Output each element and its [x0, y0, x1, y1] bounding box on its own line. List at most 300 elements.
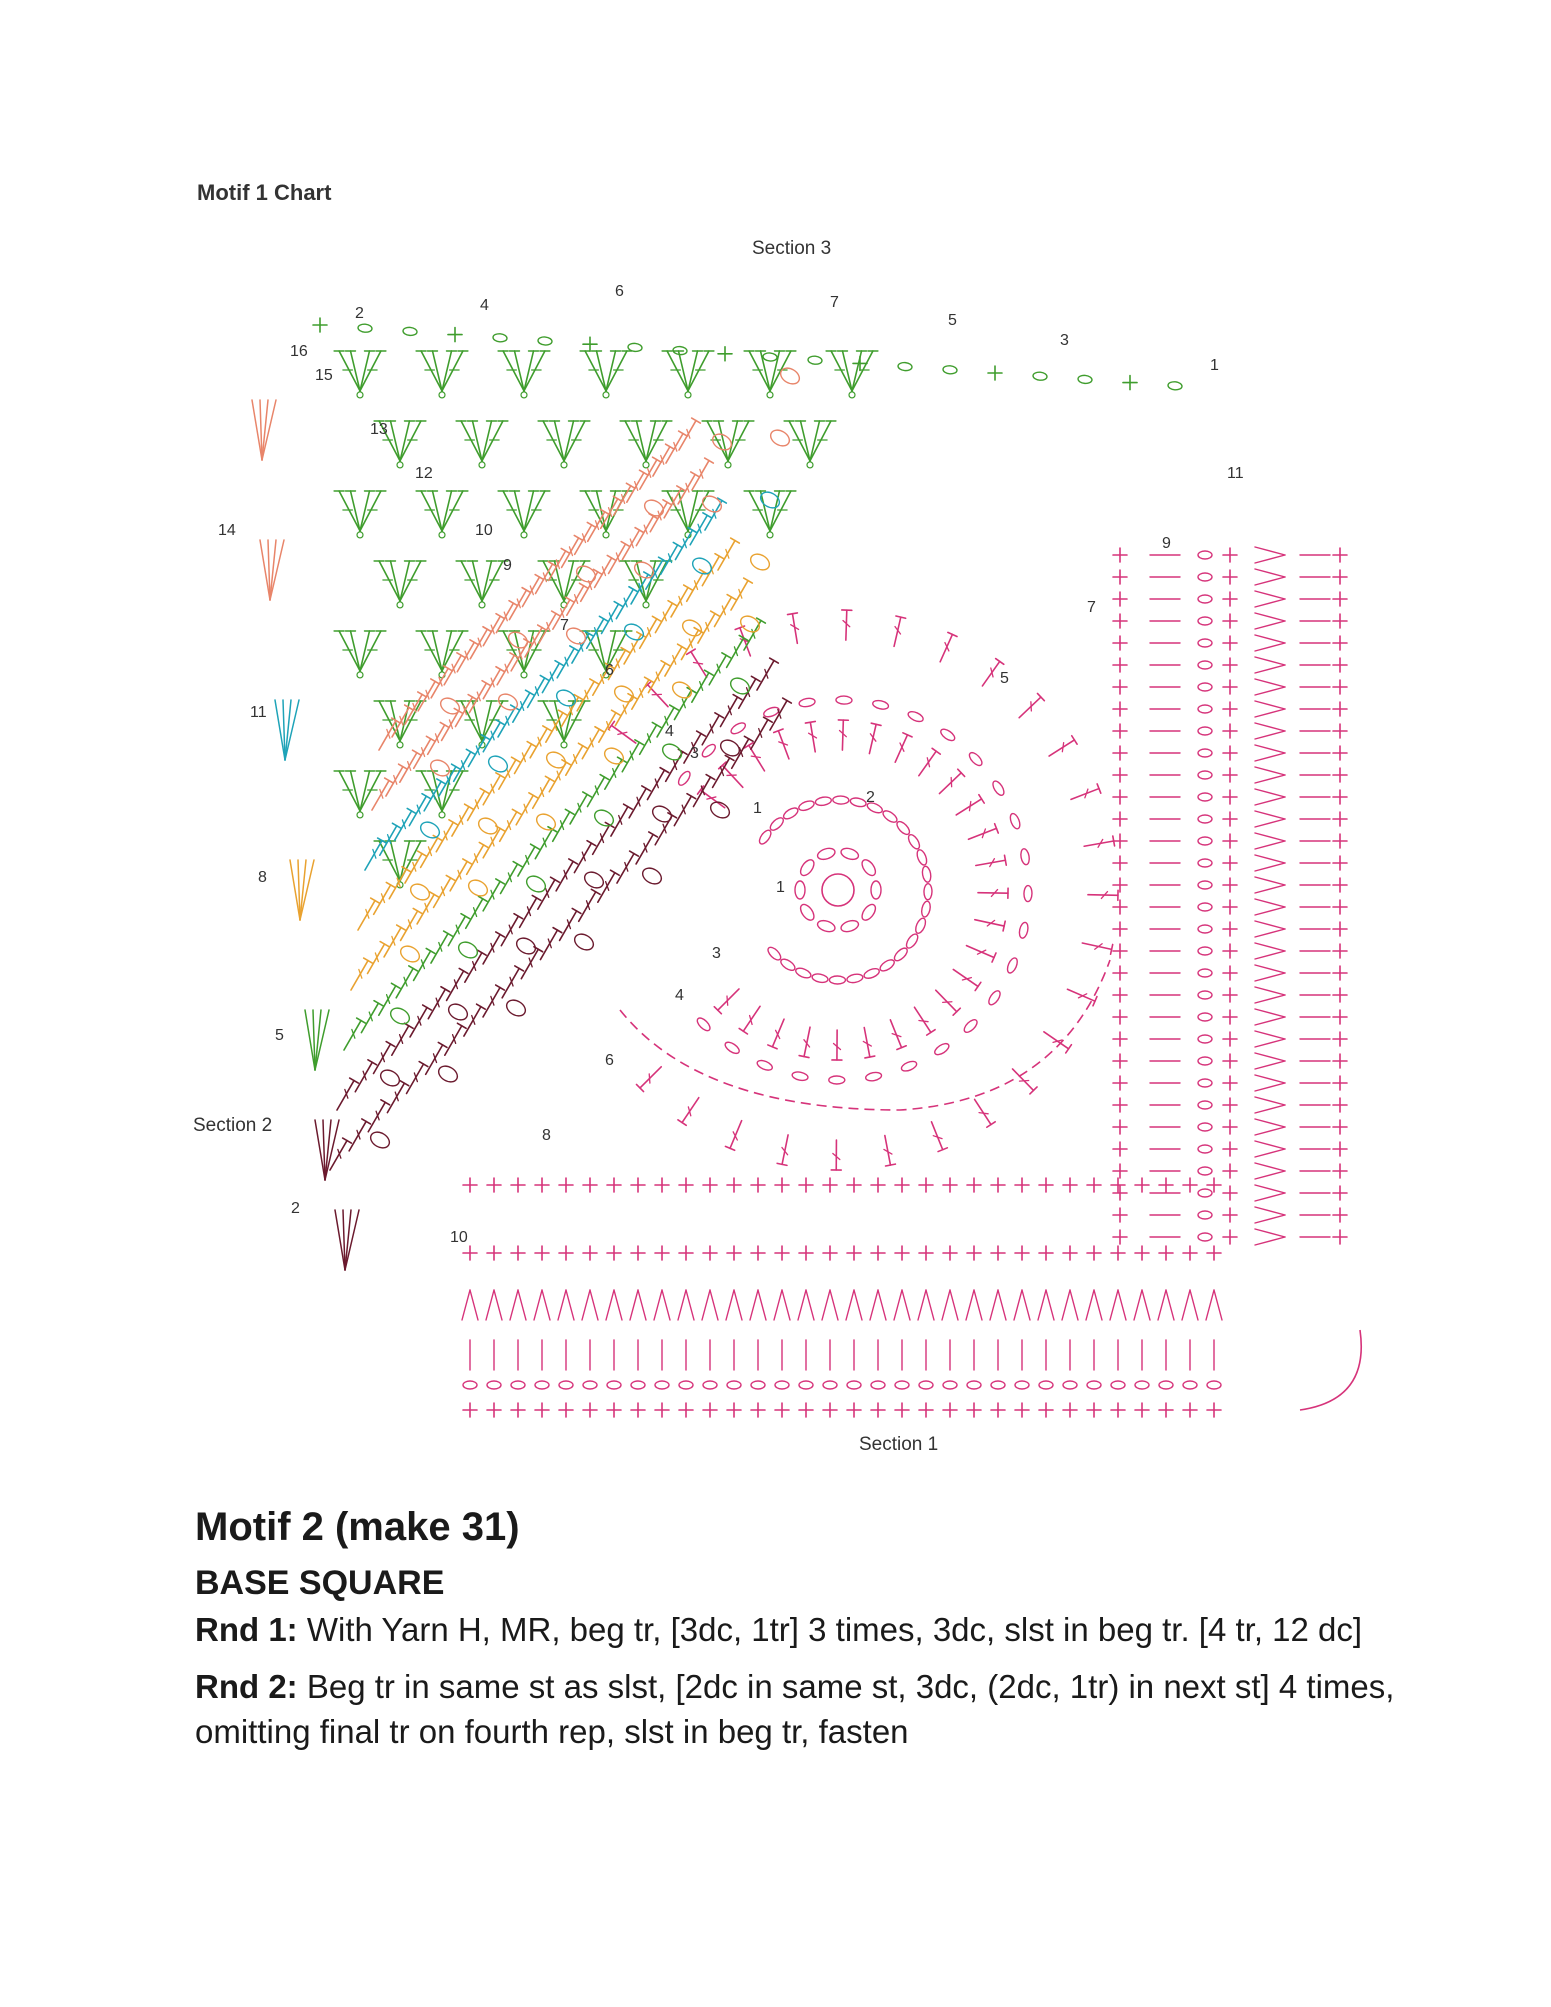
sc-stitch: [823, 1178, 837, 1192]
tr-stitch: [500, 809, 521, 841]
chain-stitch: [357, 532, 363, 538]
sc-stitch: [919, 1178, 933, 1192]
tr-stitch: [931, 1122, 947, 1152]
round-number-section1: 2: [866, 789, 875, 806]
sc-stitch: [847, 1246, 861, 1260]
tr-stitch: [1084, 836, 1114, 847]
sc-stitch: [967, 1246, 981, 1260]
sc-stitch: [847, 1403, 861, 1417]
chain-stitch: [655, 1381, 669, 1389]
round-2-instruction: [195, 1664, 1395, 1754]
tr-stitch: [466, 896, 487, 928]
section2-stitches: [252, 365, 802, 1270]
sc-stitch: [1087, 1246, 1101, 1260]
tr-stitch: [502, 966, 523, 998]
chain-stitch: [833, 796, 849, 804]
sc-stitch: [631, 1246, 645, 1260]
tr-stitch: [374, 1042, 395, 1074]
chain-stitch: [521, 672, 527, 678]
tr-stitch: [570, 792, 591, 824]
sc-stitch: [1223, 790, 1237, 804]
chain-stitch: [679, 1381, 693, 1389]
sc-stitch: [631, 1178, 645, 1192]
sc-stitch: [1333, 944, 1347, 958]
chain-stitch: [398, 943, 422, 965]
sc-stitch: [1113, 1208, 1127, 1222]
section-label-left: Section 2: [193, 1115, 273, 1136]
tr-stitch: [392, 1023, 413, 1055]
tr-stitch: [646, 557, 667, 589]
tr-stitch: [549, 760, 570, 792]
chain-stitch: [1008, 812, 1021, 830]
tr-stitch: [365, 838, 386, 870]
section-label-bottom: Section 1: [859, 1434, 939, 1455]
chain-stitch: [1198, 1101, 1212, 1109]
tr-stitch: [751, 717, 772, 749]
sc-stitch: [751, 1178, 765, 1192]
chain-stitch: [582, 869, 606, 891]
sc-stitch: [943, 1403, 957, 1417]
sc-stitch: [1223, 1120, 1237, 1134]
round-1-label: Rnd 1:: [195, 1611, 298, 1648]
tr-stitch: [445, 1023, 466, 1055]
chain-stitch: [768, 427, 792, 449]
sc-stitch: [919, 1403, 933, 1417]
chain-stitch: [1198, 969, 1212, 977]
tr-stitch: [535, 827, 556, 859]
sc-stitch: [1223, 1054, 1237, 1068]
chain-stitch: [1198, 947, 1212, 955]
tr-stitch: [702, 713, 723, 745]
sc-stitch: [871, 1246, 885, 1260]
v-cluster: [498, 491, 550, 538]
round-number-left: 14: [218, 522, 236, 539]
chain-stitch: [840, 846, 860, 861]
chain-stitch: [1198, 1123, 1212, 1131]
v-cluster: [334, 351, 386, 398]
round-number-section1: 10: [450, 1229, 468, 1246]
chain-stitch: [823, 1381, 837, 1389]
sc-stitch: [1333, 548, 1347, 562]
tr-stitch: [410, 1005, 431, 1037]
chain-stitch: [456, 939, 480, 961]
chain-stitch: [757, 828, 773, 846]
chain-stitch: [1198, 859, 1212, 867]
tr-stitch: [380, 823, 401, 855]
tr-stitch: [671, 585, 692, 617]
v-cluster: [374, 561, 426, 608]
v-cluster: [416, 491, 468, 538]
chain-stitch: [751, 1381, 765, 1389]
v-cluster: [456, 561, 508, 608]
tr-stitch: [521, 947, 542, 979]
sc-stitch: [1333, 1208, 1347, 1222]
sc-stitch: [607, 1178, 621, 1192]
tr-stitch: [709, 653, 730, 685]
tr-stitch: [574, 841, 595, 873]
tr-stitch: [832, 1030, 842, 1060]
chain-stitch: [1033, 372, 1048, 381]
sc-stitch: [1223, 570, 1237, 584]
tr-stitch: [533, 776, 554, 808]
round-number-diagonal: 12: [415, 465, 433, 482]
sc-stitch: [871, 1403, 885, 1417]
v-cluster: [334, 631, 386, 678]
sc-stitch: [1113, 790, 1127, 804]
sc-stitch: [1333, 724, 1347, 738]
chain-stitch: [524, 873, 548, 895]
v-cluster: [498, 351, 550, 398]
chain-stitch: [863, 967, 881, 980]
chain-stitch: [798, 857, 817, 877]
sc-stitch: [799, 1403, 813, 1417]
chain-stitch: [808, 356, 823, 365]
round-number-left: 5: [275, 1027, 284, 1044]
round-number-section3: 5: [948, 312, 957, 329]
chain-stitch: [368, 1129, 392, 1151]
tr-stitch: [358, 898, 379, 930]
chain-stitch: [1198, 639, 1212, 647]
chain-stitch: [1198, 661, 1212, 669]
tr-stitch: [349, 1119, 370, 1151]
chain-stitch: [756, 1059, 774, 1073]
sc-stitch: [1087, 1178, 1101, 1192]
round-2-text: Beg tr in same st as slst, [2dc in same st, 3dc, (2dc, 1tr) in next st] 4 times, omitting final tr on fourth rep, slst in beg tr, fasten: [195, 1668, 1395, 1750]
round-number-section1: 9: [1162, 535, 1171, 552]
chain-stitch: [496, 691, 520, 713]
sc-stitch: [1333, 1164, 1347, 1178]
sc-stitch: [1135, 1403, 1149, 1417]
chain-stitch: [583, 1381, 597, 1389]
sc-stitch: [1113, 1120, 1127, 1134]
chain-stitch: [680, 617, 704, 639]
tr-stitch: [556, 859, 577, 891]
chain-stitch: [1198, 1035, 1212, 1043]
tr-stitch: [540, 928, 561, 960]
chain-stitch: [727, 1381, 741, 1389]
chain-stitch: [708, 799, 732, 821]
tr-stitch: [483, 932, 504, 964]
tr-stitch: [692, 670, 713, 702]
sc-stitch: [967, 1178, 981, 1192]
sc-stitch: [853, 356, 867, 370]
chain-stitch: [514, 935, 538, 957]
sc-stitch: [1111, 1178, 1125, 1192]
sc-stitch: [535, 1246, 549, 1260]
v-cluster: [580, 351, 632, 398]
tr-stitch: [344, 1018, 365, 1050]
tr-stitch: [518, 844, 539, 876]
tr-stitch: [431, 931, 452, 963]
chain-stitch: [1198, 837, 1212, 845]
sc-stitch: [799, 1246, 813, 1260]
sc-stitch: [1333, 1142, 1347, 1156]
round-number-diagonal: 3: [690, 745, 699, 762]
sc-stitch: [1113, 746, 1127, 760]
sc-stitch: [1333, 680, 1347, 694]
chain-stitch: [1198, 1189, 1212, 1197]
tr-stitch: [448, 914, 469, 946]
chain-stitch: [538, 336, 553, 345]
v-cluster: [538, 421, 590, 468]
round-number-section1: 8: [542, 1127, 551, 1144]
sc-stitch: [1333, 988, 1347, 1002]
motif2-title: Motif 2 (make 31): [195, 1505, 520, 1549]
tr-stitch: [636, 832, 657, 864]
sc-stitch: [718, 347, 732, 361]
chain-stitch: [1198, 1233, 1212, 1241]
sc-stitch: [559, 1403, 573, 1417]
chain-stitch: [987, 989, 1003, 1007]
chain-stitch: [1198, 991, 1212, 999]
tr-stitch: [939, 769, 964, 793]
sc-stitch: [1039, 1403, 1053, 1417]
sc-stitch: [1223, 548, 1237, 562]
magic-ring: [822, 874, 854, 906]
sc-stitch: [559, 1246, 573, 1260]
sc-stitch: [463, 1246, 477, 1260]
round-number-section1: 1: [776, 879, 785, 896]
tr-stitch: [640, 722, 661, 754]
tr-stitch: [421, 835, 442, 867]
sc-stitch: [1223, 1076, 1237, 1090]
sc-stitch: [655, 1246, 669, 1260]
tr-stitch: [452, 804, 473, 836]
tr-stitch: [842, 610, 852, 640]
chain-stitch: [1198, 1013, 1212, 1021]
round-number-diagonal: 6: [605, 662, 614, 679]
chain-stitch: [898, 362, 913, 371]
sc-stitch: [1183, 1178, 1197, 1192]
chain-stitch: [871, 881, 881, 899]
chain-stitch: [574, 563, 598, 585]
chain-stitch: [1198, 793, 1212, 801]
sc-stitch: [703, 1403, 717, 1417]
tr-stitch: [501, 914, 522, 946]
sc-stitch: [583, 1178, 597, 1192]
sc-stitch: [1063, 1403, 1077, 1417]
sc-stitch: [1113, 1054, 1127, 1068]
tr-stitch: [483, 826, 504, 858]
chain-stitch: [439, 532, 445, 538]
chain-stitch: [1015, 1381, 1029, 1389]
chain-stitch: [602, 745, 626, 767]
tr-stitch: [599, 710, 620, 742]
tr-stitch: [593, 822, 614, 854]
sc-stitch: [1333, 636, 1347, 650]
tr-stitch: [975, 920, 1005, 931]
round-number-diagonal: 16: [290, 343, 308, 360]
tr-stitch: [499, 757, 520, 789]
chain-stitch: [436, 1063, 460, 1085]
sc-stitch: [727, 1178, 741, 1192]
chain-stitch: [881, 809, 899, 825]
sc-stitch: [1159, 1246, 1173, 1260]
sc-stitch: [1223, 702, 1237, 716]
sc-stitch: [1223, 614, 1237, 628]
chain-stitch: [1111, 1381, 1125, 1389]
sc-stitch: [1223, 724, 1237, 738]
sc-stitch: [487, 1403, 501, 1417]
tr-stitch: [447, 968, 468, 1000]
tr-stitch: [409, 794, 430, 826]
chain-stitch: [859, 857, 878, 877]
sc-stitch: [535, 1178, 549, 1192]
chain-stitch: [1087, 1381, 1101, 1389]
chain-stitch: [924, 884, 932, 900]
sc-stitch: [991, 1246, 1005, 1260]
sc-stitch: [511, 1246, 525, 1260]
chain-stitch: [1198, 925, 1212, 933]
round-number-section3: 6: [615, 283, 624, 300]
sc-stitch: [1223, 1098, 1237, 1112]
sc-stitch: [1113, 702, 1127, 716]
tr-stitch: [467, 842, 488, 874]
chain-stitch: [791, 1071, 808, 1082]
chain-stitch: [521, 532, 527, 538]
sc-stitch: [727, 1246, 741, 1260]
sc-stitch: [679, 1403, 693, 1417]
chain-stitch: [631, 1381, 645, 1389]
tr-stitch: [674, 794, 695, 826]
chain-stitch: [506, 629, 530, 651]
sc-stitch: [313, 318, 327, 332]
sc-stitch: [1207, 1246, 1221, 1260]
sc-stitch: [847, 1178, 861, 1192]
chain-stitch: [622, 621, 646, 643]
chain-stitch: [798, 902, 817, 922]
chain-stitch: [466, 877, 490, 899]
round-number-section3: 2: [355, 305, 364, 322]
chain-stitch: [872, 699, 889, 710]
tr-stitch: [713, 755, 734, 787]
chain-stitch: [1198, 595, 1212, 603]
sc-stitch: [1207, 1403, 1221, 1417]
sc-stitch: [703, 1178, 717, 1192]
chain-stitch: [479, 462, 485, 468]
tr-stitch: [557, 646, 578, 678]
chain-stitch: [1198, 1167, 1212, 1175]
tr-stitch: [774, 729, 789, 759]
v-cluster: [662, 351, 714, 398]
sc-stitch: [607, 1403, 621, 1417]
chain-stitch: [815, 796, 832, 806]
tr-stitch: [520, 895, 541, 927]
chain-stitch: [836, 696, 852, 704]
tr-stitch: [389, 867, 410, 899]
sc-stitch: [1039, 1246, 1053, 1260]
chain-stitch: [920, 900, 931, 917]
sc-stitch: [823, 1246, 837, 1260]
sc-stitch: [1113, 1230, 1127, 1244]
chain-stitch: [640, 865, 664, 887]
round-2-label: Rnd 2:: [195, 1668, 298, 1705]
chain-stitch: [1198, 551, 1212, 559]
sc-stitch: [1333, 570, 1347, 584]
sc-stitch: [1113, 922, 1127, 936]
chain-stitch: [794, 966, 812, 980]
tr-stitch: [395, 808, 416, 840]
sc-stitch: [511, 1403, 525, 1417]
tr-stitch: [693, 775, 714, 807]
tr-stitch: [436, 820, 457, 852]
sc-stitch: [1113, 878, 1127, 892]
chain-stitch: [811, 973, 828, 984]
tr-stitch: [516, 793, 537, 825]
chain-stitch: [723, 1040, 741, 1056]
chain-stitch: [703, 1381, 717, 1389]
sc-stitch: [1333, 966, 1347, 980]
chain-stitch: [504, 997, 528, 1019]
tr-stitch: [629, 786, 650, 818]
tr-stitch: [720, 695, 741, 727]
tr-stitch: [1067, 989, 1097, 1006]
sc-stitch: [1113, 856, 1127, 870]
chain-stitch: [782, 806, 800, 821]
tr-stitch: [611, 804, 632, 836]
chain-stitch: [1198, 881, 1212, 889]
sc-stitch: [583, 1246, 597, 1260]
v-cluster: [416, 351, 468, 398]
motif2-instructions: [195, 1505, 1395, 1766]
chain-stitch: [895, 819, 912, 836]
chain-stitch: [403, 327, 418, 336]
chain-stitch: [438, 695, 462, 717]
tr-stitch: [417, 892, 438, 924]
chain-stitch: [479, 602, 485, 608]
chain-stitch: [397, 742, 403, 748]
tr-stitch: [894, 616, 906, 646]
tr-stitch: [757, 658, 778, 690]
sc-stitch: [1111, 1403, 1125, 1417]
tr-stitch: [1049, 736, 1077, 756]
sc-stitch: [991, 1178, 1005, 1192]
sc-stitch: [1333, 746, 1347, 760]
sc-stitch: [1223, 1032, 1237, 1046]
tr-stitch: [617, 851, 638, 883]
chain-stitch: [1078, 375, 1093, 384]
sc-stitch: [1223, 1164, 1237, 1178]
tr-stitch: [407, 1062, 428, 1094]
chain-stitch: [1198, 705, 1212, 713]
round-number-section1: 4: [675, 987, 684, 1004]
sc-stitch: [1223, 878, 1237, 892]
tr-stitch: [379, 983, 400, 1015]
sc-stitch: [655, 1403, 669, 1417]
sc-stitch: [775, 1178, 789, 1192]
chain-stitch: [357, 812, 363, 818]
chain-stitch: [486, 753, 510, 775]
sc-stitch: [703, 1246, 717, 1260]
chain-stitch: [607, 1381, 621, 1389]
tr-stitch: [968, 824, 998, 840]
tr-stitch: [702, 554, 723, 586]
sc-stitch: [1333, 1230, 1347, 1244]
tr-stitch: [337, 1078, 358, 1110]
sc-stitch: [1113, 768, 1127, 782]
sc-stitch: [895, 1246, 909, 1260]
sc-stitch: [487, 1246, 501, 1260]
round-number-left: 11: [250, 704, 267, 721]
tr-stitch: [647, 768, 668, 800]
v-cluster: [334, 771, 386, 818]
v-cluster: [620, 421, 672, 468]
tr-stitch: [414, 948, 435, 980]
chain-stitch: [1183, 1381, 1197, 1389]
chain-stitch: [967, 1381, 981, 1389]
v-cluster: [744, 491, 796, 538]
sc-stitch: [1113, 988, 1127, 1002]
